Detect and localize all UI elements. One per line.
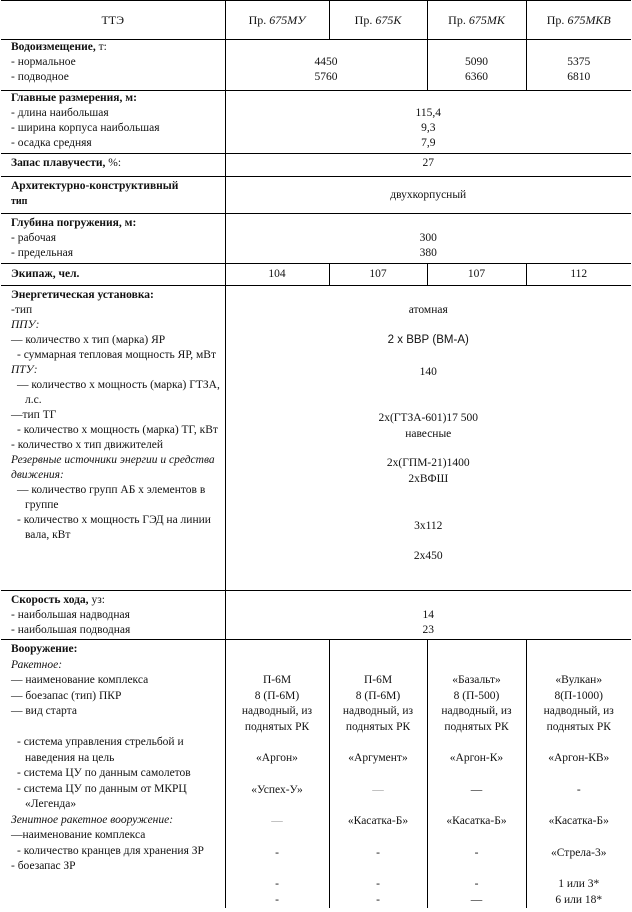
displacement-sub-mu-k: 5760	[314, 71, 338, 83]
speed-section: Скорость хода, уз: - наибольшая надводная - наибольшая подводная 14 23	[1, 591, 631, 640]
dimensions-draft-label: - осадка средняя	[11, 137, 92, 149]
power-tg-type-label: —тип ТГ	[11, 409, 57, 421]
arms-aa-store-label: - количество кранцев для хранения ЗР	[17, 844, 204, 857]
arms-cu-value: -	[576, 783, 581, 796]
power-type-label: -тип	[11, 304, 33, 316]
header-675mu: Пр. 675МУ	[225, 1, 329, 40]
displacement-section: Водоизмещение, т: - нормальное - подводное 4450 5760 5090 6360 5375 6810	[1, 40, 631, 91]
crew-675mkv: 112	[526, 264, 631, 286]
arms-aa-ammo-value: -	[376, 893, 380, 906]
speed-submerged-value: 23	[422, 624, 434, 636]
arms-cu-label: - система ЦУ по данным самолетов	[17, 767, 191, 779]
header-row	[1, 1, 631, 40]
power-tg-value: 2х(ГПМ-21)1400	[386, 457, 470, 469]
arms-ammo-value: 8 (П-500)	[453, 689, 500, 702]
crew-675mk: 107	[427, 264, 526, 286]
arms-launch-value: надводный, из поднятых РК	[441, 705, 512, 733]
dimensions-length-value: 115,4	[415, 107, 441, 119]
arms-ammo-value: 8 (П-6М)	[254, 689, 300, 702]
dimensions-beam-value: 9,3	[421, 122, 436, 134]
depth-working-value: 300	[419, 232, 437, 244]
power-gtza-value: 2х(ГТЗА-601)17 500	[378, 412, 479, 424]
depth-working-label: - рабочая	[11, 232, 57, 244]
speed-title: Скорость хода,	[11, 594, 89, 606]
power-ged-value: 2х450	[413, 550, 443, 562]
power-ab-label: — количество групп АБ х элементов в группе	[17, 484, 206, 511]
architecture-title: Архитектурно-конструктивный	[11, 180, 179, 192]
arms-mkrc-value: «Касатка-Б»	[347, 815, 409, 827]
depth-title: Глубина погружения, м:	[11, 217, 137, 229]
crew-675mu: 104	[225, 264, 329, 286]
arms-cu-value: —	[372, 783, 384, 796]
power-ged-label: - количество х мощность ГЭД на линии вала, кВт	[17, 514, 211, 541]
arms-aa-store-value: -	[376, 878, 380, 890]
arms-ammo-label: — боезапас (тип) ПКР	[11, 689, 122, 702]
header-tte: ТТЭ	[1, 1, 225, 40]
arms-col-675mu	[225, 640, 329, 909]
power-reserve-label: Резервные источники энергии и средства движения:	[11, 454, 215, 481]
displacement-normal-mkv: 5375	[567, 56, 591, 68]
power-tg-type-value: навесные	[405, 428, 452, 440]
arms-mkrc-value: «Касатка-Б»	[548, 815, 609, 827]
dimensions-length-label: - длина наибольшая	[11, 107, 109, 119]
arms-launch-label: — вид старта	[11, 705, 77, 717]
specs-table	[1, 0, 631, 908]
arms-fcs-value: «Аргумент»	[348, 752, 408, 764]
speed-surface-label: - наибольшая надводная	[11, 609, 130, 621]
architecture-section	[1, 177, 631, 214]
arms-fcs-label: - система управления стрельбой и наведения на цель	[17, 736, 184, 764]
buoyancy-title: Запас плавучести,	[11, 157, 106, 169]
power-thermal-value: 140	[419, 366, 437, 378]
speed-surface-value: 14	[422, 609, 434, 621]
power-prop-value: 2хВФШ	[408, 473, 449, 485]
arms-col-675mkv	[526, 640, 631, 909]
arms-title: Вооружение:	[11, 643, 78, 655]
arms-mkrc-value: —	[271, 815, 283, 827]
arms-aa-ammo-value: —	[470, 893, 483, 906]
arms-aa-complex-value: «Стрела-3»	[551, 846, 607, 859]
power-ptu-label: ПТУ:	[11, 364, 38, 376]
dimensions-section	[1, 91, 631, 154]
power-gtza-label: — количество х мощность (марка) ГТЗА, л.с.	[17, 379, 220, 406]
arms-missile-label: Ракетное:	[11, 658, 63, 671]
arms-ammo-value: 8(П-1000)	[554, 689, 604, 702]
arms-launch-value: надводный, из поднятых РК	[241, 705, 313, 733]
buoyancy-section: Запас плавучести, %: 27	[1, 154, 631, 177]
power-title: Энергетическая установка:	[11, 289, 154, 301]
dimensions-draft-value: 7,9	[421, 137, 436, 149]
arms-aa-store-value: -	[275, 878, 279, 890]
arms-aa-complex-value: -	[376, 846, 380, 859]
power-reactor-label: — количество х тип (марка) ЯР	[11, 334, 166, 346]
buoyancy-value: 27	[225, 154, 631, 177]
displacement-sub-mk: 6360	[465, 71, 488, 83]
arms-mkrc-value: «Касатка-Б»	[446, 815, 507, 827]
architecture-value: двухкорпусный	[225, 177, 631, 214]
arms-aa-ammo-label: - боезапас ЗР	[11, 860, 76, 872]
arms-complex-value: «Базальт»	[452, 674, 501, 686]
dimensions-beam-label: - ширина корпуса наибольшая	[11, 122, 160, 134]
displacement-submerged-label: - подводное	[11, 71, 69, 83]
arms-complex-value: «Вулкан»	[555, 674, 603, 686]
armament-section	[1, 640, 631, 909]
displacement-sub-mkv: 6810	[567, 71, 591, 83]
arms-fcs-value: «Аргон-КВ»	[548, 752, 610, 764]
arms-aa-complex-value: -	[474, 846, 479, 859]
arms-aa-store-value: 1 или 3*	[558, 878, 600, 890]
power-section	[1, 286, 631, 591]
arms-aa-ammo-value: 6 или 18*	[555, 893, 603, 906]
architecture-subtitle: тип	[11, 196, 28, 207]
depth-section	[1, 214, 631, 264]
arms-fcs-value: «Аргон»	[256, 752, 298, 764]
depth-max-label: - предельная	[11, 247, 74, 259]
arms-aa-complex-label: —наименование комплекса	[11, 829, 146, 841]
crew-section	[1, 264, 631, 286]
crew-title: Экипаж, чел.	[11, 268, 80, 280]
arms-aa-ammo-value: -	[275, 893, 279, 906]
arms-fcs-value: «Аргон-К»	[449, 752, 504, 764]
arms-cu-value: —	[470, 783, 483, 796]
arms-col-675mk	[427, 640, 526, 909]
displacement-title: Водоизмещение,	[11, 41, 96, 53]
power-type-value: атомная	[408, 304, 448, 316]
power-tg-label: - количество х мощность (марка) ТГ, кВт	[17, 424, 218, 436]
power-ab-value: 3х112	[414, 520, 443, 532]
power-reactor-value: 2 х ВВР (ВМ-А)	[387, 334, 469, 346]
arms-complex-label: — наименование комплекса	[11, 674, 149, 686]
arms-aa-label: Зенитное ракетное вооружение:	[11, 813, 174, 826]
arms-col-675k	[329, 640, 427, 909]
dimensions-title: Главные размерения, м:	[11, 92, 137, 104]
header-675mkv: Пр. 675МКВ	[526, 1, 631, 40]
arms-complex-value: П-6М	[363, 674, 393, 686]
power-prop-label: - количество х тип движителей	[11, 439, 163, 451]
depth-max-value: 380	[419, 247, 437, 259]
power-thermal-label: - суммарная тепловая мощность ЯР, мВт	[17, 349, 217, 361]
arms-mkrc-label: - система ЦУ по данным от МКРЦ «Легенда»	[17, 782, 187, 810]
arms-complex-value: П-6М	[262, 674, 292, 686]
arms-aa-store-value: -	[474, 878, 479, 890]
arms-aa-complex-value: -	[275, 846, 279, 859]
header-675k: Пр. 675К	[329, 1, 427, 40]
arms-ammo-value: 8 (П-6М)	[355, 689, 401, 702]
speed-submerged-label: - наибольшая подводная	[11, 624, 131, 636]
displacement-normal-label: - нормальное	[11, 56, 76, 68]
displacement-normal-mu-k: 4450	[314, 56, 338, 68]
arms-launch-value: надводный, из поднятых РК	[543, 705, 614, 733]
displacement-normal-mk: 5090	[465, 56, 488, 68]
arms-launch-value: надводный, из поднятых РК	[342, 705, 414, 733]
arms-cu-value: «Успех-У»	[251, 783, 303, 796]
crew-675k: 107	[329, 264, 427, 286]
header-675mk: Пр. 675МК	[427, 1, 526, 40]
power-ppu-label: ППУ:	[11, 319, 40, 331]
